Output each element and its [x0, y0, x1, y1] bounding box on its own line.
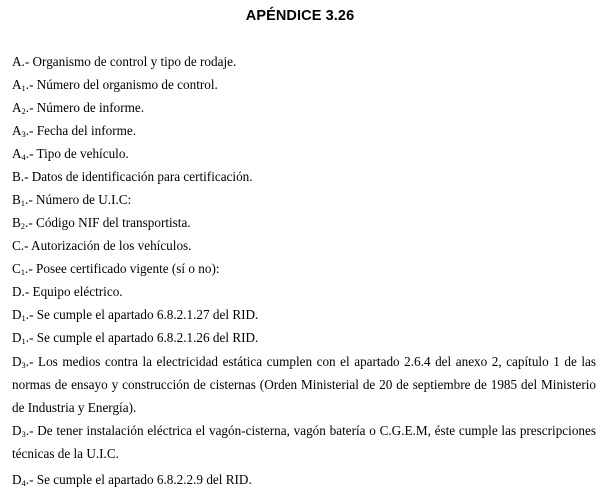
page-title: APÉNDICE 3.26 — [245, 8, 355, 24]
paragraph: $D_3.-$ De tener instalación eléctrica el vagón-cisterna, vagón batería o C.G.E.M, éste cumple las prescripciones técnicas de la U.I.C. — [12, 423, 596, 461]
list-item: B.- Datos de identificación para certificación. — [12, 169, 253, 184]
list-item: $D_1.-$ Se cumple el apartado 6.8.2.1.27 del RID. — [12, 307, 259, 323]
list-item: D.- Equipo eléctrico. — [12, 284, 123, 299]
list-item: $D_1.-$ Se cumple el apartado 6.8.2.1.26 del RID. — [12, 330, 259, 346]
list-item: $A_1.-$ Número del organismo de control. — [12, 77, 218, 93]
list-item: $B_2.-$ Código NIF del transportista. — [12, 215, 191, 231]
list-item: $A_2.-$ Número de informe. — [12, 100, 145, 116]
list-item: A.- Organismo de control y tipo de rodaje. — [12, 54, 237, 69]
list-item: $D_4.-$ Se cumple el apartado 6.8.2.2.9 del RID. — [12, 472, 252, 488]
paragraph: $D_3.-$ Los medios contra la electricidad estática cumplen con el apartado 2.6.4 del anexo 2, capítulo 1 de las normas de ensayo y construcción de cisternas (Orden Ministerial de 20 de septiembre de 1985 del Ministerio de Industria y Energía). — [12, 354, 596, 415]
list-item: $B_1.-$ Número de U.I.C: — [12, 192, 132, 208]
list-item: $A_3.-$ Fecha del informe. — [12, 123, 137, 139]
list-item: $A_4.-$ Tipo de vehículo. — [12, 146, 129, 162]
list-item: C.- Autorización de los vehículos. — [12, 238, 192, 253]
list-item: $C_1.-$ Posee certificado vigente (sí o no): — [12, 261, 220, 277]
